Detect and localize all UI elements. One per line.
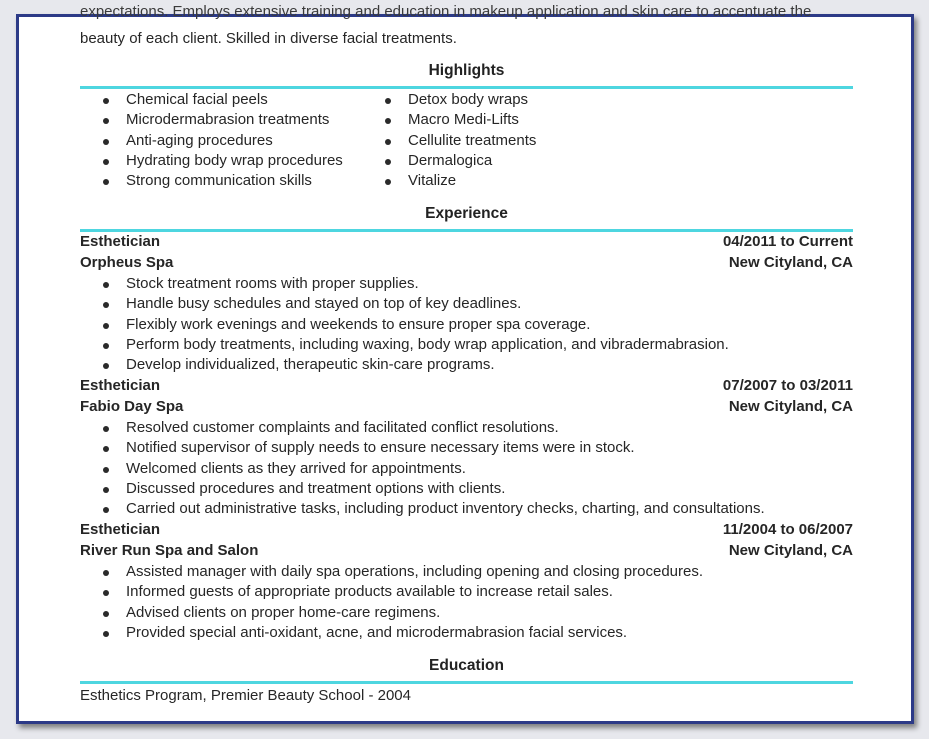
experience-heading: Experience: [425, 205, 508, 222]
job-3-company-row: [80, 542, 853, 563]
highlights-left-list: [80, 90, 343, 191]
list-item: Cellulite treatments: [362, 131, 536, 151]
list-item: Macro Medi-Lifts: [362, 110, 536, 130]
list-item: Anti-aging procedures: [80, 131, 343, 151]
highlights-right-list: [362, 90, 536, 191]
list-item: Flexibly work evenings and weekends to ensure proper spa coverage.: [80, 315, 729, 335]
list-item: Carried out administrative tasks, including product inventory checks, charting, and consultations.: [80, 499, 765, 519]
list-item: Notified supervisor of supply needs to ensure necessary items were in stock.: [80, 438, 765, 458]
list-item: Provided special anti-oxidant, acne, and microdermabrasion facial services.: [80, 623, 703, 643]
list-item: Handle busy schedules and stayed on top of key deadlines.: [80, 294, 729, 314]
job-1-duties: [80, 274, 729, 375]
list-item: Stock treatment rooms with proper supplies.: [80, 274, 729, 294]
resume-page: [16, 3, 914, 724]
job-company: River Run Spa and Salon: [80, 542, 259, 559]
experience-rule: [80, 229, 853, 232]
job-1-company-row: [80, 254, 853, 275]
list-item: Informed guests of appropriate products available to increase retail sales.: [80, 582, 703, 602]
education-rule: [80, 681, 853, 684]
list-item: Chemical facial peels: [80, 90, 343, 110]
job-location: New Cityland, CA: [728, 542, 853, 559]
job-2-title-row: [80, 377, 853, 398]
list-item: Strong communication skills: [80, 171, 343, 191]
list-item: Resolved customer complaints and facilitated conflict resolutions.: [80, 418, 765, 438]
job-title: Esthetician: [80, 233, 161, 250]
job-dates: 11/2004 to 06/2007: [722, 521, 853, 538]
list-item: Welcomed clients as they arrived for appointments.: [80, 459, 765, 479]
highlights-rule: [80, 86, 853, 89]
list-item: Microdermabrasion treatments: [80, 110, 343, 130]
job-company: Orpheus Spa: [80, 254, 174, 271]
list-item: Develop individualized, therapeutic skin-care programs.: [80, 355, 729, 375]
job-location: New Cityland, CA: [728, 398, 853, 415]
job-company: Fabio Day Spa: [80, 398, 184, 415]
summary-line-2: beauty of each client. Skilled in diverse facial treatments.: [80, 30, 457, 47]
job-title: Esthetician: [80, 377, 161, 394]
job-3-duties: [80, 562, 703, 643]
list-item: Detox body wraps: [362, 90, 536, 110]
list-item: Hydrating body wrap procedures: [80, 151, 343, 171]
list-item: Assisted manager with daily spa operations, including opening and closing procedures.: [80, 562, 703, 582]
summary-line-1: expectations. Employs extensive training and education in makeup application and skin care to accentuate the: [80, 3, 812, 20]
job-2-duties: [80, 418, 765, 519]
list-item: Advised clients on proper home-care regimens.: [80, 603, 703, 623]
job-title: Esthetician: [80, 521, 161, 538]
list-item: Vitalize: [362, 171, 536, 191]
education-entry: Esthetics Program, Premier Beauty School - 2004: [80, 687, 411, 704]
education-heading: Education: [429, 657, 504, 674]
job-location: New Cityland, CA: [728, 254, 853, 271]
list-item: Perform body treatments, including waxing, body wrap application, and vibradermabrasion.: [80, 335, 729, 355]
job-dates: 07/2007 to 03/2011: [722, 377, 853, 394]
job-2-company-row: [80, 398, 853, 419]
job-3-title-row: [80, 521, 853, 542]
job-1-title-row: [80, 233, 853, 254]
job-dates: 04/2011 to Current: [722, 233, 853, 250]
list-item: Discussed procedures and treatment options with clients.: [80, 479, 765, 499]
highlights-heading: Highlights: [428, 62, 505, 79]
list-item: Dermalogica: [362, 151, 536, 171]
